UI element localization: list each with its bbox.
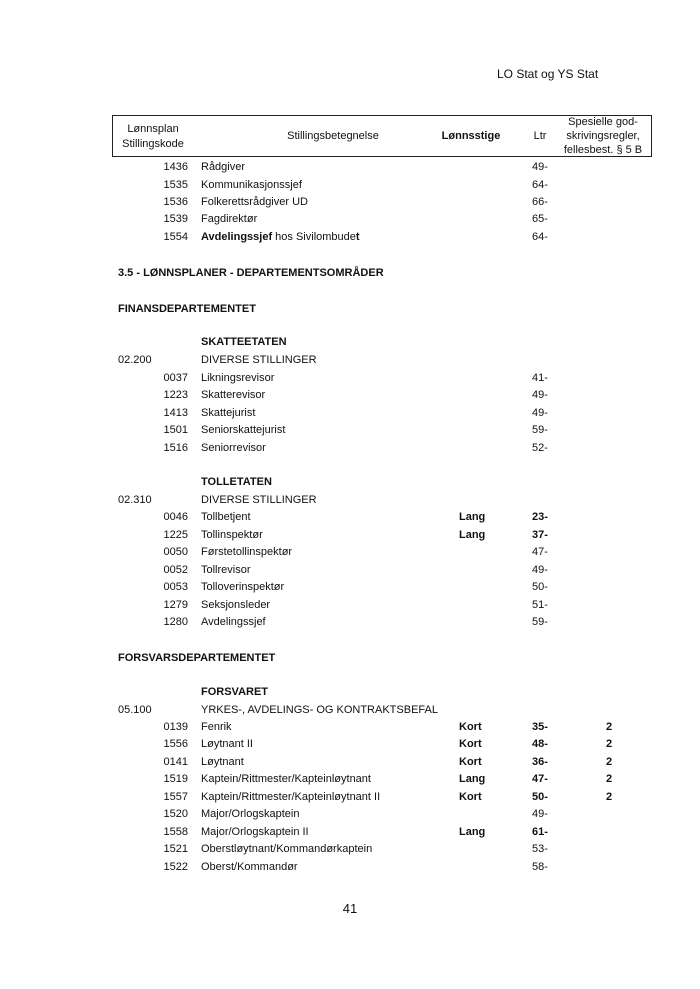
plan-code: 05.100 [118,704,152,716]
table-row: 1522 Oberst/Kommandør 58- [163,861,548,873]
col-head-code: Lønnsplan Stillingskode [122,123,184,150]
col-head-title: Stillingsbetegnelse [287,130,379,142]
table-row: 1536 Folkerettsrådgiver UD 66- [163,196,548,208]
table-row: 0139 Fenrik Kort 35- 2 [163,721,613,733]
table-row: 1223 Skatterevisor 49- [163,389,548,401]
table-row: 1557 Kaptein/Rittmester/Kapteinløytnant II Kort 50- 2 [163,791,613,803]
table-row: 1225 Tollinspektør Lang 37- [163,529,548,541]
table-row: 0046 Tollbetjent Lang 23- [163,511,548,523]
table-row: 1519 Kaptein/Rittmester/Kapteinløytnant Lang 47- 2 [163,773,613,785]
table-row: 1554 Avdelingssjef hos Sivilombudet 64- [163,231,548,243]
section-heading: 3.5 - LØNNSPLANER - DEPARTEMENTSOMRÅDER [118,267,384,279]
table-row: 1516 Seniorrevisor 52- [163,442,548,454]
agency-heading-forsvaret: FORSVARET [201,686,269,698]
table-header [112,115,652,157]
table-row: 1539 Fagdirektør 65- [163,213,548,225]
plan-code: 02.310 [118,494,152,506]
agency-heading-toll: TOLLETATEN [201,476,272,488]
header-org: LO Stat og YS Stat [497,67,599,81]
plan-title: DIVERSE STILLINGER [201,354,317,366]
table-row: 1279 Seksjonsleder 51- [163,599,548,611]
plan-title: YRKES-, AVDELINGS- OG KONTRAKTSBEFAL [201,704,438,716]
table-row: 0141 Løytnant Kort 36- 2 [163,756,613,768]
ministry-heading-forsvar: FORSVARSDEPARTEMENTET [118,652,276,664]
table-row: 1521 Oberstløytnant/Kommandørkaptein 53- [163,843,548,855]
table-row: 1535 Kommunikasjonssjef 64- [163,179,548,191]
table-row: 0050 Førstetollinspektør 47- [163,546,548,558]
plan-title: DIVERSE STILLINGER [201,494,317,506]
col-head-special: Spesielle god- skrivingsregler, fellesbest. § 5 B [563,116,643,156]
table-row: 1413 Skattejurist 49- [163,407,548,419]
table-row: 1556 Løytnant II Kort 48- 2 [163,738,613,750]
table-row: 1436 Rådgiver 49- [163,161,548,173]
ministry-heading-finans: FINANSDEPARTEMENTET [118,303,256,315]
table-row: 1501 Seniorskattejurist 59- [163,424,548,436]
table-row: 1280 Avdelingssjef 59- [163,616,548,628]
table-row: 0037 Likningsrevisor 41- [163,372,548,384]
plan-code: 02.200 [118,354,152,366]
table-row: 1520 Major/Orlogskaptein 49- [163,808,548,820]
table-row: 0052 Tollrevisor 49- [163,564,548,576]
col-head-ltr: Ltr [533,130,547,142]
table-row: 1558 Major/Orlogskaptein II Lang 61- [163,826,548,838]
col-head-ladder: Lønnsstige [441,130,501,142]
page-number: 41 [342,901,358,916]
agency-heading-skatt: SKATTEETATEN [201,336,287,348]
table-row: 0053 Tolloverinspektør 50- [163,581,548,593]
